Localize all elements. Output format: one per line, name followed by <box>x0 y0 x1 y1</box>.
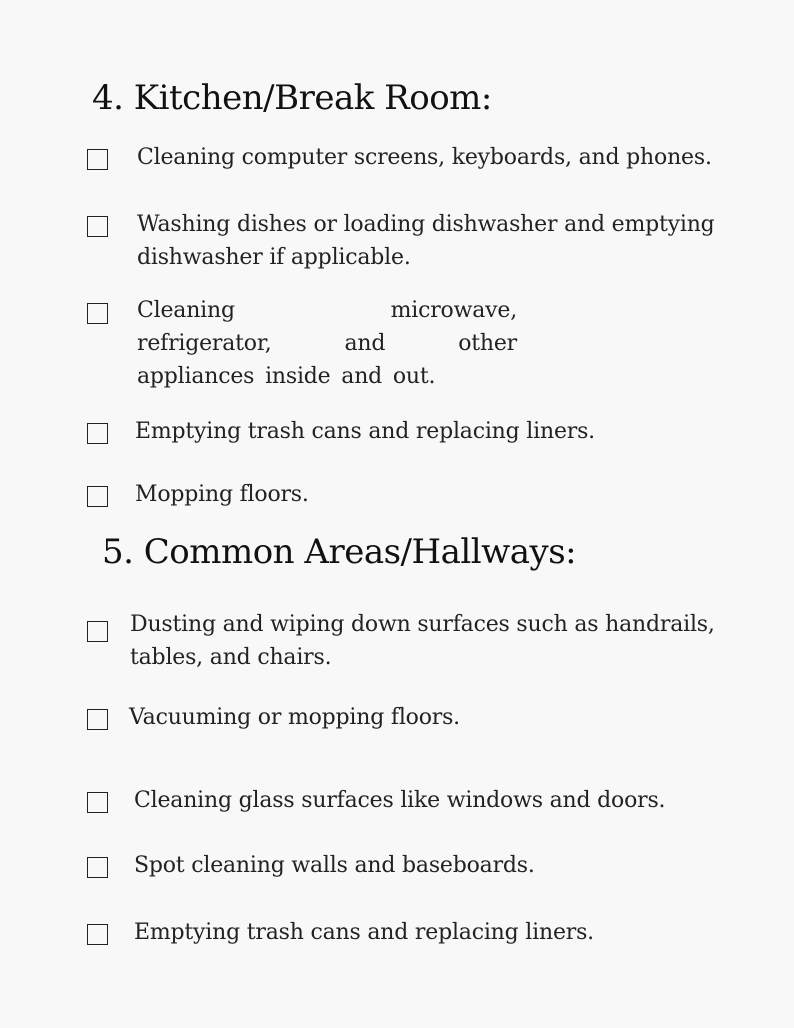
checkbox[interactable] <box>87 486 108 507</box>
checklist-item-label: Dusting and wiping down surfaces such as handrails, tables, and chairs. <box>130 612 715 670</box>
checklist-item-label: Washing dishes or loading dishwasher and emptying dishwasher if applicable. <box>137 212 715 270</box>
checklist-item-label: Spot cleaning walls and baseboards. <box>134 853 535 878</box>
checklist-item-label: Cleaning glass surfaces like windows and doors. <box>134 788 666 813</box>
checklist-item-label: Emptying trash cans and replacing liners. <box>134 920 594 945</box>
checklist-item-label: Emptying trash cans and replacing liners. <box>135 419 595 444</box>
checklist-item-label: Cleaning microwave, refrigerator, and other appliances inside and out. <box>137 298 517 389</box>
checkbox[interactable] <box>87 303 108 324</box>
checkbox[interactable] <box>87 423 108 444</box>
checkbox[interactable] <box>87 924 108 945</box>
section-heading-kitchen: 4. Kitchen/Break Room: <box>92 78 492 118</box>
checklist-item-label: Cleaning computer screens, keyboards, and phones. <box>137 145 712 170</box>
checkbox[interactable] <box>87 792 108 813</box>
checkbox[interactable] <box>87 621 108 642</box>
checklist-item-label: Vacuuming or mopping floors. <box>129 705 460 730</box>
checkbox[interactable] <box>87 857 108 878</box>
checkbox[interactable] <box>87 149 108 170</box>
checkbox[interactable] <box>87 709 108 730</box>
checklist-item-label: Mopping floors. <box>135 482 309 507</box>
section-heading-common-areas: 5. Common Areas/Hallways: <box>102 532 577 572</box>
checkbox[interactable] <box>87 216 108 237</box>
